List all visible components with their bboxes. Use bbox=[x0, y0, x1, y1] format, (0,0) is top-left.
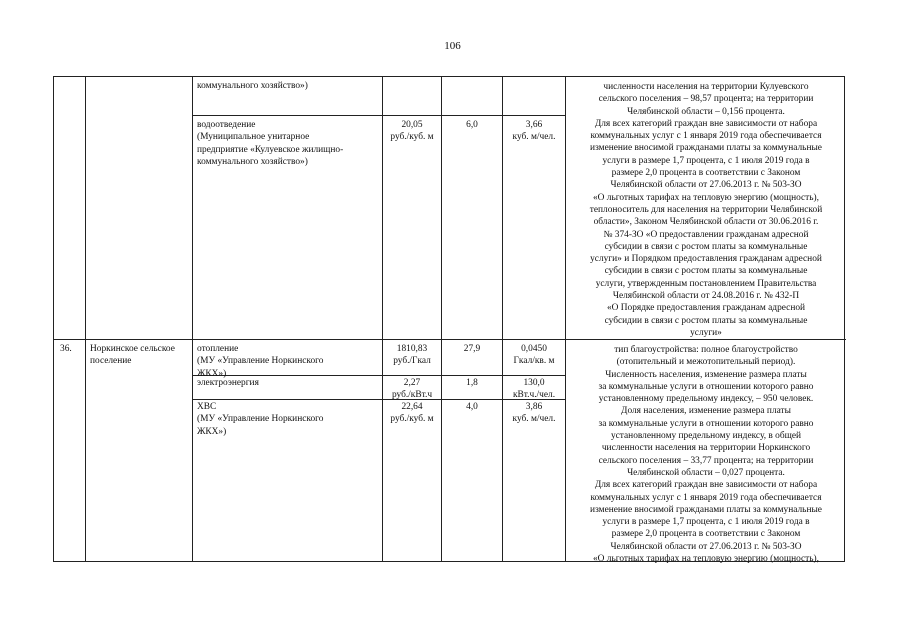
text-line: 1,8 bbox=[466, 378, 478, 388]
text-line: куб. м/чел. bbox=[512, 132, 556, 143]
text-line: размере 2,0 процента в соответствии с Законом bbox=[611, 529, 801, 540]
text-line: тип благоустройства: полное благоустройство bbox=[614, 345, 798, 355]
notes-cell bbox=[566, 81, 846, 339]
tariff-cell bbox=[383, 119, 441, 144]
growth-percent-cell bbox=[442, 119, 502, 131]
tariff-table bbox=[53, 76, 845, 565]
text-line: теплоноситель для населения на территории Челябинской bbox=[589, 204, 823, 215]
text-line: Норкинское сельское bbox=[90, 344, 175, 354]
text-line: услуги» и Порядком предоставления гражданам адресной bbox=[590, 254, 822, 265]
text-line: коммунальных услуг с 1 января 2019 года обеспечивается bbox=[590, 492, 822, 503]
text-line: 0,0450 bbox=[521, 344, 547, 354]
text-line: № 374-ЗО «О предоставлении гражданам адресной bbox=[603, 229, 809, 240]
norm-cell bbox=[503, 119, 565, 144]
text-line: численности населения на территории Кулуевского bbox=[603, 82, 809, 92]
text-line: «О льготных тарифах на тепловую энергию (мощность), bbox=[592, 554, 820, 565]
text-line: ЖКХ») bbox=[197, 368, 227, 379]
tariff-cell bbox=[383, 401, 441, 426]
text-line: сельского поселения – 98,57 процента; на территории bbox=[598, 94, 814, 105]
text-line: услуги в размере 1,7 процента, с 1 июля 2019 года в bbox=[602, 155, 810, 166]
norm-cell bbox=[503, 343, 565, 368]
text-line: 27,9 bbox=[463, 344, 481, 354]
growth-percent-cell bbox=[442, 343, 502, 355]
text-line: кВт.ч./чел. bbox=[512, 390, 556, 401]
text-line: 36. bbox=[60, 344, 72, 354]
text-line: услуги в размере 1,7 процента, с 1 июля 2019 года в bbox=[602, 517, 810, 528]
text-line: Челябинской области от 27.06.2013 г. № 503-ЗО bbox=[610, 180, 802, 191]
growth-percent-cell bbox=[442, 377, 502, 389]
text-line: «О льготных тарифах на тепловую энергию (мощность), bbox=[592, 192, 820, 203]
column-divider bbox=[382, 77, 383, 561]
text-line: Для всех категорий граждан вне зависимости от набора bbox=[594, 480, 818, 491]
text-line: 22,64 bbox=[401, 402, 423, 412]
text-line: Гкал/кв. м bbox=[513, 356, 555, 367]
text-line: размере 2,0 процента в соответствии с Законом bbox=[611, 168, 801, 179]
text-line: услуги» bbox=[690, 327, 722, 338]
text-line: куб. м/чел. bbox=[512, 414, 556, 425]
tariff-cell bbox=[383, 377, 441, 402]
text-line: ЖКХ») bbox=[197, 426, 227, 437]
text-line: изменение вносимой гражданами платы за коммунальные bbox=[590, 504, 822, 515]
text-line: численности населения на территории Норкинского bbox=[601, 443, 811, 454]
text-line: Челябинской области от 24.08.2016 г. № 432-П bbox=[612, 291, 800, 302]
text-line: Численность населения, изменение размера платы bbox=[605, 369, 807, 380]
text-line: 20,05 bbox=[401, 120, 423, 130]
text-line: 2,27 bbox=[403, 378, 421, 388]
tariff-cell bbox=[383, 343, 441, 368]
text-line: за коммунальные услуги в отношении которого равно bbox=[598, 418, 814, 429]
text-line: изменение вносимой гражданами платы за коммунальные bbox=[590, 143, 822, 154]
norm-cell bbox=[503, 377, 565, 402]
text-line: 1810,83 bbox=[396, 344, 428, 354]
text-line: «О Порядке предоставления гражданам адресной bbox=[606, 303, 806, 314]
text-line: коммунального хозяйство») bbox=[197, 156, 308, 167]
text-line: установленному предельному индексу, в общей bbox=[610, 431, 802, 442]
text-line: установленному предельному индексу, – 950 человек. bbox=[598, 394, 814, 405]
text-line: предприятие «Кулуевское жилищно- bbox=[197, 144, 344, 155]
norm-cell bbox=[503, 401, 565, 426]
text-line: (МУ «Управление Норкинского bbox=[197, 414, 324, 425]
column-divider bbox=[502, 77, 503, 561]
row-number-cell bbox=[60, 343, 84, 355]
text-line: поселение bbox=[90, 356, 132, 367]
text-line: (МУ «Управление Норкинского bbox=[197, 356, 324, 367]
service-name-cell bbox=[197, 343, 380, 380]
text-line: сельского поселения – 33,77 процента; на территории bbox=[598, 455, 814, 466]
text-line: субсидии в связи с ростом платы за коммунальные bbox=[604, 315, 808, 326]
growth-percent-cell bbox=[442, 401, 502, 413]
column-divider bbox=[192, 77, 193, 561]
text-line: коммунального хозяйство») bbox=[197, 81, 308, 91]
text-line: услуги, утвержденным постановлением Правительства bbox=[595, 278, 817, 289]
service-name-cell bbox=[197, 377, 380, 389]
text-line: 3,86 bbox=[525, 402, 543, 412]
text-line: 6,0 bbox=[466, 120, 478, 130]
text-line: электроэнергия bbox=[197, 378, 259, 388]
text-line: (отопительный и межотопительный период). bbox=[616, 357, 796, 368]
text-line: за коммунальные услуги в отношении которого равно bbox=[598, 381, 814, 392]
service-name-cell bbox=[197, 80, 380, 92]
text-line: Для всех категорий граждан вне зависимости от набора bbox=[594, 118, 818, 129]
page-number: 106 bbox=[444, 40, 461, 52]
service-name-cell bbox=[197, 119, 380, 168]
notes-cell bbox=[566, 344, 846, 565]
text-line: области», Законом Челябинской области от 30.06.2016 г. bbox=[593, 217, 819, 228]
text-line: Челябинской области – 0,156 процента. bbox=[627, 106, 785, 117]
settlement-cell bbox=[90, 343, 191, 368]
text-line: (Муниципальное унитарное bbox=[197, 132, 310, 143]
text-line: водоотведение bbox=[197, 120, 256, 130]
text-line: отопление bbox=[197, 344, 239, 354]
column-divider bbox=[85, 77, 86, 561]
text-line: руб./Гкал bbox=[393, 356, 431, 367]
text-line: руб./кВт.ч bbox=[391, 390, 433, 401]
text-line: руб./куб. м bbox=[390, 414, 434, 425]
text-line: руб./куб. м bbox=[390, 132, 434, 143]
text-line: Челябинской области – 0,027 процента. bbox=[627, 467, 785, 478]
service-name-cell bbox=[197, 401, 380, 438]
text-line: Доля населения, изменение размера платы bbox=[621, 406, 791, 417]
column-divider bbox=[441, 77, 442, 561]
text-line: субсидии в связи с ростом платы за коммунальные bbox=[604, 241, 808, 252]
text-line: ХВС bbox=[197, 402, 217, 412]
text-line: коммунальных услуг с 1 января 2019 года обеспечивается bbox=[590, 131, 822, 142]
text-line: 130,0 bbox=[523, 378, 545, 388]
text-line: 3,66 bbox=[525, 120, 543, 130]
text-line: 4,0 bbox=[466, 402, 478, 412]
row-separator bbox=[192, 115, 565, 116]
text-line: Челябинской области от 27.06.2013 г. № 503-ЗО bbox=[610, 541, 802, 552]
text-line: субсидии в связи с ростом платы за коммунальные bbox=[604, 266, 808, 277]
